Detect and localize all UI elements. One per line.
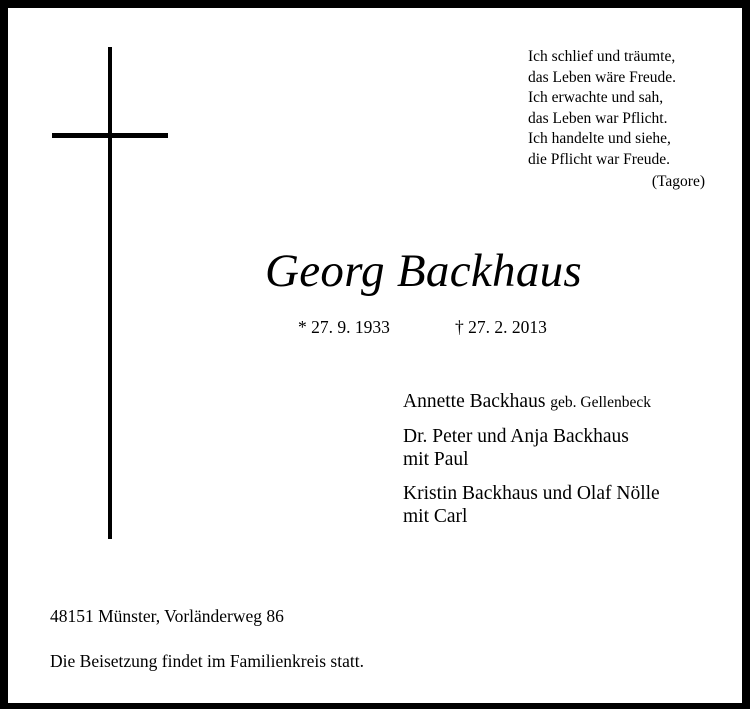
poem	[528, 47, 728, 193]
mourners-list	[403, 390, 660, 539]
mourner-name: Dr. Peter und Anja Backhaus	[403, 426, 629, 447]
mourner-entry	[403, 390, 660, 414]
poem-line: das Leben war Pflicht.	[528, 109, 668, 127]
funeral-notice: Die Beisetzung findet im Familienkreis statt.	[50, 651, 364, 671]
deceased-name: Georg Backhaus	[265, 245, 583, 297]
poem-line: das Leben wäre Freude.	[528, 68, 677, 86]
poem-line: Ich schlief und träumte,	[528, 48, 676, 65]
mourner-name: Annette Backhaus	[403, 391, 546, 412]
mourner-name: Kristin Backhaus und Olaf Nölle	[403, 483, 660, 504]
address: 48151 Münster, Vorländerweg 86	[50, 606, 284, 626]
birth-date: * 27. 9. 1933	[298, 317, 390, 337]
poem-line: Ich handelte und siehe,	[528, 130, 671, 147]
poem-author: (Tagore)	[651, 173, 705, 190]
mourner-child: mit Carl	[403, 506, 468, 527]
cross-icon-vertical	[108, 47, 112, 539]
mourner-child: mit Paul	[403, 449, 469, 470]
death-date: † 27. 2. 2013	[455, 317, 547, 337]
poem-line: Ich erwachte und sah,	[528, 89, 664, 106]
mourner-entry	[403, 425, 660, 471]
mourner-maiden-name: geb. Gellenbeck	[550, 394, 652, 411]
cross-icon-horizontal	[52, 133, 168, 138]
mourner-entry	[403, 482, 660, 528]
poem-line: die Pflicht war Freude.	[528, 150, 671, 168]
